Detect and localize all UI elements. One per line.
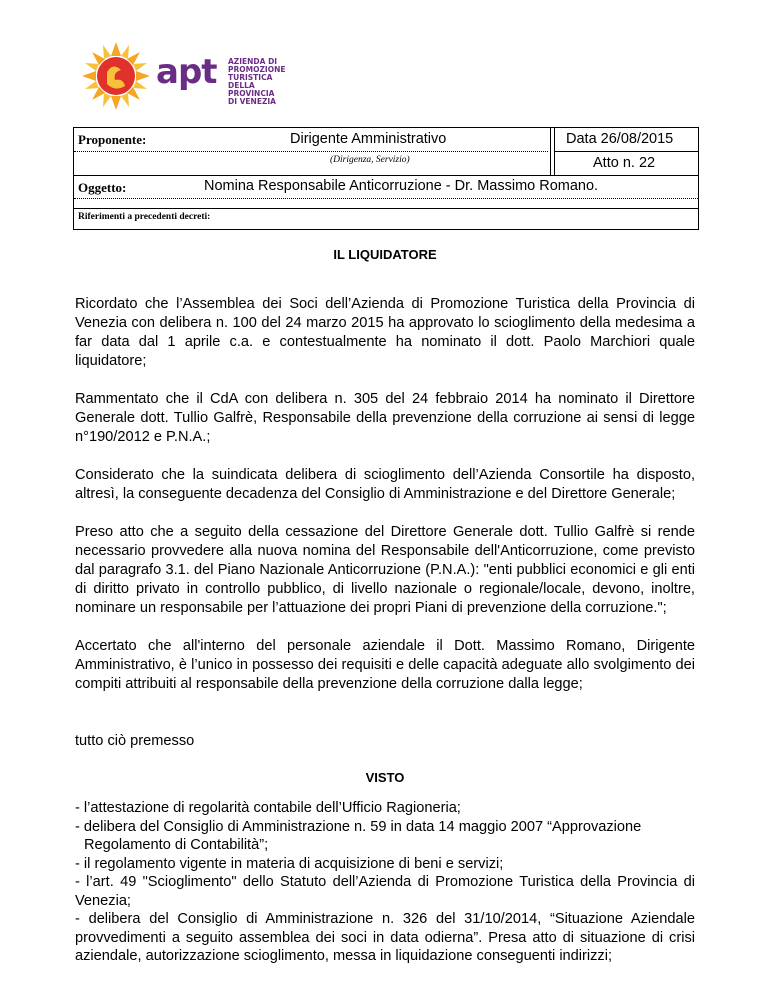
premise-text: tutto ciò premesso [75, 733, 195, 749]
agency-name: AZIENDA DI PROMOZIONE TURISTICA DELLA PROVINCIA DI VENEZIA [228, 57, 286, 106]
oggetto-label: Oggetto: [78, 180, 127, 195]
list-item: - delibera del Consiglio di Amministrazione n. 326 del 31/10/2014, “Situazione Aziendale provvedimenti a seguito assemblea dei soci in data odierna”. Presa atto di situazione di crisi aziendale, autorizzazione scioglimento, messa in liquidazione conseguenti indirizzi; [75, 911, 695, 964]
proponente-value: Dirigente Amministrativo [290, 131, 447, 147]
apt-logo [78, 40, 286, 110]
list-item: - delibera del Consiglio di Amministrazione n. 59 in data 14 maggio 2007 “Approvazione [75, 818, 642, 835]
divider [550, 128, 551, 176]
visto-list [75, 799, 695, 966]
paragraph: Rammentato che il CdA con delibera n. 305 del 24 febbraio 2014 ha nominato il Direttore Generale dott. Tullio Galfrè, Responsabile della prevenzione della corruzione ai sensi di legge n°190/2012 e P.N.A.; [75, 391, 695, 445]
list-item: Regolamento di Contabilità”; [84, 837, 269, 853]
liquidatore-heading: IL LIQUIDATORE [333, 247, 437, 262]
atto-number: Atto n. 22 [593, 155, 656, 171]
proponente-sub: (Dirigenza, Servizio) [330, 155, 410, 165]
document-header-box [73, 127, 699, 230]
oggetto-value: Nomina Responsabile Anticorruzione - Dr. Massimo Romano. [204, 178, 599, 194]
paragraph: Ricordato che l’Assemblea dei Soci dell’Azienda di Promozione Turistica della Provincia di Venezia con delibera n. 100 del 24 marzo 2015 ha approvato lo scioglimento della medesima a far data dal 1 aprile c.a. e contestualmente ha nominato il dott. Paolo Marchiori quale liquidatore; [75, 296, 695, 369]
paragraph: Preso atto che a seguito della cessazione del Direttore Generale dott. Tullio Galfrè si rende necessario provvedere alla nuova nomina del Responsabile dell'Anticorruzione, come previsto dal paragrafo 3.1. del Piano Nazionale Anticorruzione (P.N.A.): "enti pubblici economici e gli enti di diritto privato in controllo pubblico, di livello nazionale o regionale/locale, devono, inoltre, nominare un responsabile per l’attuazione dei propri Piani di prevenzione della corruzione."; [75, 524, 695, 616]
list-item: - l’attestazione di regolarità contabile dell’Ufficio Ragioneria; [75, 800, 461, 816]
paragraph: Considerato che la suindicata delibera di scioglimento dell’Azienda Consortile ha disposto, altresì, la conseguente decadenza del Consiglio di Amministrazione e del Direttore Generale; [75, 467, 695, 502]
divider [554, 128, 555, 176]
divider [74, 175, 698, 176]
divider [554, 151, 698, 152]
date-field: Data 26/08/2015 [566, 131, 674, 147]
divider [74, 198, 698, 199]
riferimenti-label: Riferimenti a precedenti decreti: [78, 212, 211, 222]
divider [74, 208, 698, 209]
list-item: - il regolamento vigente in materia di acquisizione di beni e servizi; [75, 855, 504, 872]
visto-heading: VISTO [365, 770, 405, 785]
document-body [75, 240, 695, 966]
sun-logo-icon [78, 40, 156, 110]
divider [74, 151, 548, 152]
list-item: - l’art. 49 "Scioglimento" dello Statuto dell’Azienda di Promozione Turistica della Provincia di Venezia; [75, 874, 695, 909]
paragraph: Accertato che all'interno del personale aziendale il Dott. Massimo Romano, Dirigente Amministrativo, è l’unico in possesso dei requisiti e delle capacità adeguate allo svolgimento dei compiti attribuiti al responsabile della prevenzione della corruzione dalla legge; [75, 638, 695, 692]
apt-wordmark: apt [156, 52, 217, 92]
proponente-label: Proponente: [78, 132, 147, 147]
